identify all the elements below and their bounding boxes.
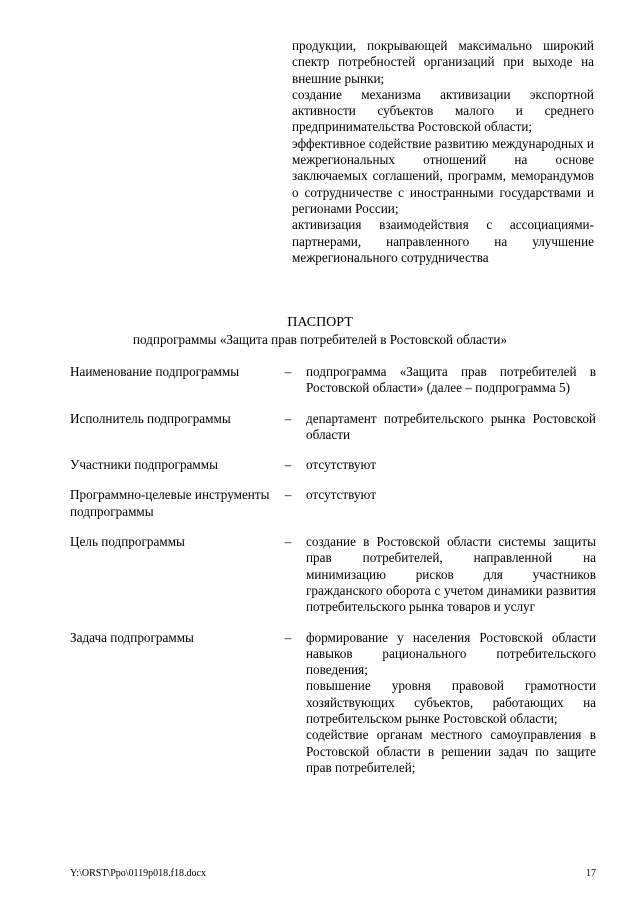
row-value-text: содействие органам местного самоуправления в Ростовской области в решении задач по защите прав потребителей; (306, 727, 596, 775)
continuation-paragraph: активизация взаимодействия с ассоциациями-партнерами, направленного на улучшение межрегионального сотрудничества (292, 217, 594, 265)
row-dash: – (284, 534, 292, 550)
passport-row-executor (70, 411, 596, 444)
row-value (306, 364, 596, 397)
passport-row-goal (70, 534, 596, 615)
page-number: 17 (586, 868, 596, 879)
row-value-text: формирование у населения Ростовской области навыков рационального потребительского поведения; (306, 629, 596, 678)
passport-row-participants (70, 457, 596, 473)
row-value (306, 534, 596, 615)
row-value-text: повышение уровня правовой грамотности хозяйствующих субъектов, работающих на потребительском рынке Ростовской области; (306, 678, 596, 727)
row-value-text: департамент потребительского рынка Ростовской области (306, 410, 596, 442)
row-label: Программно-целевые инструменты подпрограммы (70, 487, 270, 519)
row-value (306, 411, 596, 444)
continuation-block (292, 38, 594, 266)
row-value (306, 487, 596, 520)
row-dash: – (284, 487, 292, 503)
row-label: Участники подпрограммы (70, 457, 218, 473)
continuation-paragraph: создание механизма активизации экспортной активности субъектов малого и среднего предпринимательства Ростовской области; (292, 86, 594, 135)
row-value-text: отсутствуют (306, 487, 376, 503)
row-dash: – (284, 457, 292, 473)
row-label: Наименование подпрограммы (70, 364, 240, 379)
row-value (306, 457, 596, 473)
passport-title: ПАСПОРТ (287, 315, 353, 330)
row-label: Задача подпрограммы (70, 629, 194, 645)
row-label: Цель подпрограммы (70, 534, 185, 550)
row-label: Исполнитель подпрограммы (70, 410, 231, 426)
passport-subtitle: подпрограммы «Защита прав потребителей в Ростовской области» (132, 332, 508, 347)
row-dash: – (284, 629, 292, 645)
row-dash: – (284, 364, 292, 379)
row-value-text: отсутствуют (306, 457, 376, 473)
passport-table (70, 364, 596, 790)
row-dash: – (284, 410, 292, 426)
footer-file-path: Y:\ORST\Ppo\0119p018.f18.docx (70, 868, 206, 879)
row-value (306, 630, 596, 777)
passport-row-task (70, 630, 596, 777)
row-value-text: подпрограмма «Защита прав потребителей в Ростовской области» (далее – подпрограмма 5) (306, 364, 596, 396)
passport-row-instruments (70, 487, 596, 520)
row-value-text: создание в Ростовской области системы защиты прав потребителей, направленной на минимизацию рисков для участников гражданского оборота с учетом динамики развития потребительского рынка товаров и услуг (306, 534, 596, 615)
continuation-paragraph: эффективное содействие развитию международных и межрегиональных отношений на основе заключаемых соглашений, программ, меморандумов о сотрудничестве с иностранными государствами и регионами России; (292, 135, 594, 216)
continuation-paragraph: продукции, покрывающей максимально широкий спектр потребностей организаций при выходе на внешние рынки; (292, 38, 594, 86)
passport-row-name (70, 364, 596, 397)
